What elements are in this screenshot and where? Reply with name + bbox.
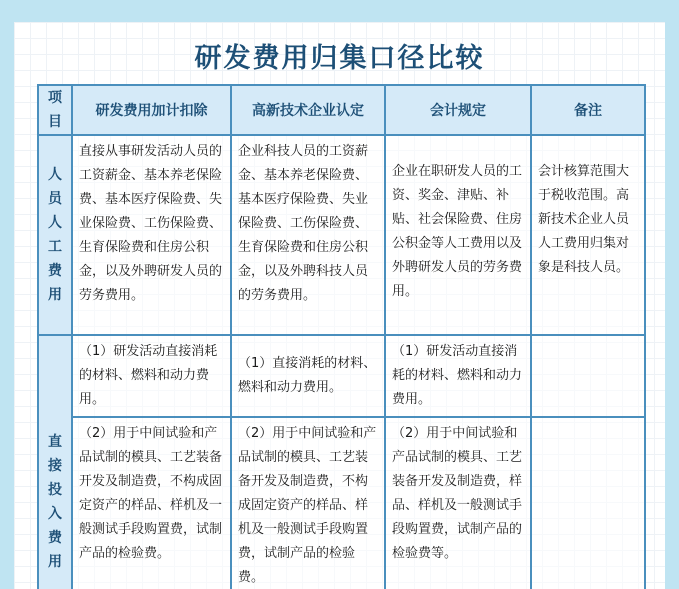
row-label-personnel-char: 费	[48, 263, 62, 279]
header-note: 备注	[531, 85, 645, 135]
cell-personnel-deduction: 直接从事研发活动人员的工资薪金、基本养老保险费、基本医疗保险费、失业保险费、工伤保险费、生育保险费和住房公积金，以及外聘研发人员的劳务费用。	[72, 135, 231, 335]
row-label-direct	[38, 335, 72, 589]
header-item-char-2: 目	[48, 114, 62, 130]
row-label-direct-char: 入	[48, 506, 62, 522]
row-label-direct-char: 投	[48, 482, 62, 498]
header-item	[38, 85, 72, 135]
table-row-direct-2	[38, 417, 645, 589]
table-row-personnel	[38, 135, 645, 335]
table-header-row	[38, 85, 645, 135]
page-title: 研发费用归集口径比较	[194, 43, 485, 74]
cell-personnel-note: 会计核算范围大于税收范围。高新技术企业人员人工费用归集对象是科技人员。	[531, 135, 645, 335]
page	[14, 22, 665, 589]
row-label-personnel-char: 工	[48, 239, 62, 255]
row-label-personnel-char: 员	[48, 191, 62, 207]
row-label-direct-char: 用	[48, 554, 62, 570]
table-row-direct-1	[38, 335, 645, 417]
header-item-char-1: 项	[48, 90, 62, 106]
cell-direct1-deduction: （1）研发活动直接消耗的材料、燃料和动力费用。	[72, 335, 231, 417]
row-label-personnel	[38, 135, 72, 335]
cell-direct2-accounting: （2）用于中间试验和产品试制的模具、工艺装备开发及制造费，样品、样机及一般测试手段购置费，试制产品的检验费等。	[385, 417, 531, 589]
cell-direct2-hightech: （2）用于中间试验和产品试制的模具、工艺装备开发及制造费，不构成固定资产的样品、样机及一般测试手段购置费，试制产品的检验费。	[231, 417, 385, 589]
header-hightech: 高新技术企业认定	[231, 85, 385, 135]
cell-personnel-hightech: 企业科技人员的工资薪金、基本养老保险费、基本医疗保险费、失业保险费、工伤保险费、生育保险费和住房公积金，以及外聘科技人员的劳务费用。	[231, 135, 385, 335]
cell-direct1-hightech: （1）直接消耗的材料、燃料和动力费用。	[231, 335, 385, 417]
cell-direct2-note	[531, 417, 645, 589]
row-label-personnel-char: 用	[48, 287, 62, 303]
cell-direct1-note	[531, 335, 645, 417]
row-label-direct-char: 接	[48, 458, 62, 474]
row-label-direct-char: 直	[48, 434, 62, 450]
cell-personnel-accounting: 企业在职研发人员的工资、奖金、津贴、补贴、社会保险费、住房公积金等人工费用以及外聘研发人员的劳务费用。	[385, 135, 531, 335]
header-deduction: 研发费用加计扣除	[72, 85, 231, 135]
row-label-personnel-char: 人	[48, 167, 62, 183]
cell-direct2-deduction: （2）用于中间试验和产品试制的模具、工艺装备开发及制造费，不构成固定资产的样品、样机及一般测试手段购置费，试制产品的检验费。	[72, 417, 231, 589]
row-label-personnel-char: 人	[48, 215, 62, 231]
cell-direct1-accounting: （1）研发活动直接消耗的材料、燃料和动力费用。	[385, 335, 531, 417]
header-accounting: 会计规定	[385, 85, 531, 135]
comparison-table	[37, 84, 646, 589]
row-label-direct-char: 费	[48, 530, 62, 546]
